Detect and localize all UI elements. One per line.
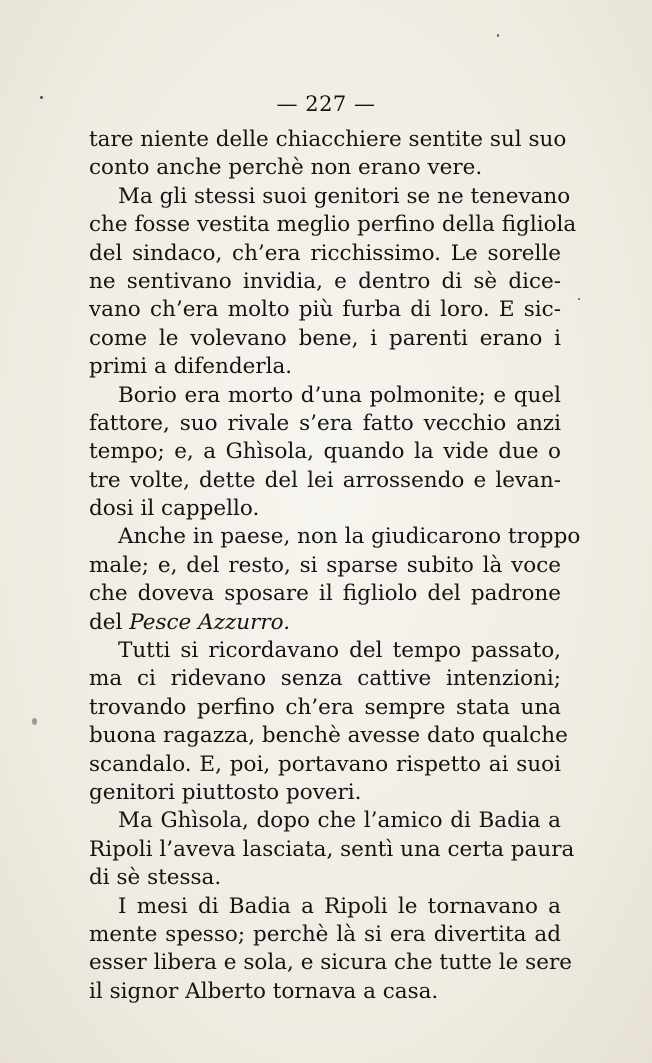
text-line: tempo; e, a Ghìsola, quando la vide due o — [89, 439, 561, 465]
text-line: Ma Ghìsola, dopo che l’amico di Badia a — [118, 808, 561, 834]
body-text — [89, 126, 581, 1006]
text-line: tre volte, dette del lei arrossendo e levan- — [89, 467, 561, 493]
text-line: Tutti si ricordavano del tempo passato, — [118, 638, 561, 664]
text-line: del sindaco, ch’era ricchissimo. Le sorelle — [89, 240, 561, 266]
text-line: Ma gli stessi suoi genitori se ne tenevano — [118, 183, 571, 209]
paper-speck — [578, 298, 580, 300]
text-line: che doveva sposare il figliolo del padrone — [89, 581, 561, 607]
text-line: Borio era morto d’una polmonite; e quel — [118, 382, 561, 408]
text-line: conto anche perchè non erano vere. — [89, 155, 483, 181]
paper-speck — [32, 718, 37, 725]
text-line: genitori piuttosto poveri. — [89, 779, 362, 805]
text-line: scandalo. E, poi, portavano rispetto ai suoi — [89, 751, 561, 777]
line-text: del — [89, 609, 123, 635]
text-line: mente spesso; perchè là si era divertita ad — [89, 921, 561, 947]
text-line: di sè stessa. — [89, 865, 222, 891]
text-line: tare niente delle chiacchiere sentite sul suo — [89, 127, 567, 152]
text-line: buona ragazza, benchè avesse dato qualche — [89, 723, 568, 749]
text-line: trovando perfino ch’era sempre stata una — [89, 694, 561, 720]
text-line: esser libera e sola, e sicura che tutte le sere — [89, 950, 572, 976]
text-line: fattore, suo rivale s’era fatto vecchio anzi — [89, 410, 561, 436]
text-line: I mesi di Badia a Ripoli le tornavano a — [118, 893, 561, 919]
text-line: male; e, del resto, si sparse subito là voce — [89, 552, 561, 578]
text-line: ma ci ridevano senza cattive intenzioni; — [89, 666, 561, 692]
italic-title: Pesce Azzurro. — [129, 609, 291, 635]
page-number: — 227 — — [276, 92, 376, 116]
paper-speck — [40, 96, 43, 99]
text-line: come le volevano bene, i parenti erano i — [89, 325, 561, 351]
text-line: dosi il cappello. — [89, 496, 260, 522]
text-line: primi a difenderla. — [89, 354, 293, 380]
text-line: Anche in paese, non la giudicarono troppo — [118, 524, 581, 550]
text-line: che fosse vestita meglio perfino della figliola — [89, 212, 577, 238]
text-line: Ripoli l’aveva lasciata, sentì una certa paura — [89, 836, 575, 862]
paper-speck — [497, 34, 499, 37]
text-line: vano ch’era molto più furba di loro. E sic- — [89, 297, 561, 323]
text-line: il signor Alberto tornava a casa. — [89, 978, 439, 1004]
text-line-with-title — [89, 609, 561, 637]
text-line: ne sentivano invidia, e dentro di sè dice- — [89, 268, 561, 294]
